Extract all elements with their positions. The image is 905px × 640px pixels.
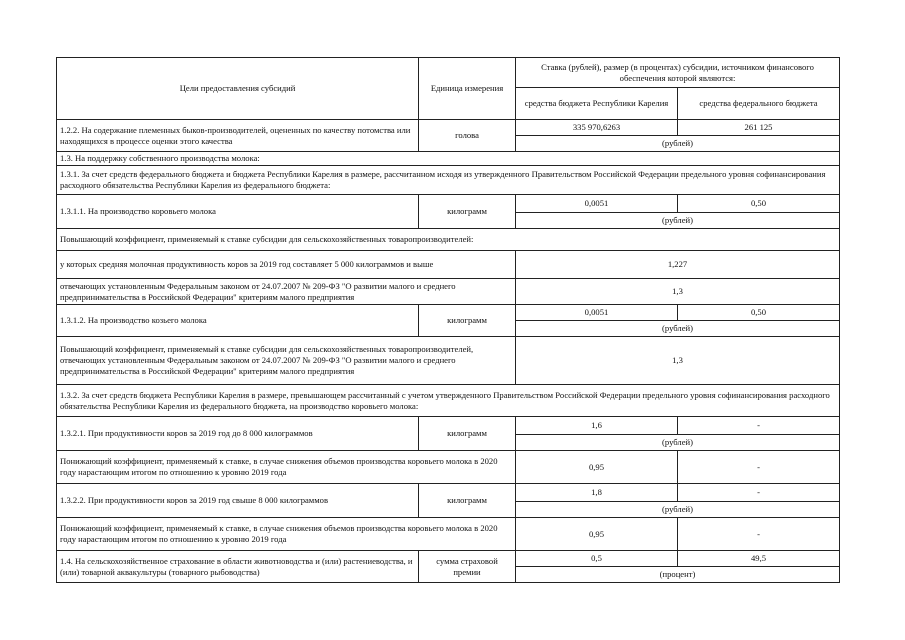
header-federal-budget: средства федерального бюджета [678, 88, 840, 120]
row-1-3-2-2-federal: - [678, 484, 840, 502]
reduce-a-regional: 0,95 [516, 451, 678, 484]
row-1-3-2-text: 1.3.2. За счет средств бюджета Республики Карелия в размере, превышающем рассчитанный с учетом утвержденного Правительством Российской Федерации предельного уровня софинансирования расходного обязательства Республики Карелия из федерального бюджета, на производство коровьего молока: [57, 385, 840, 417]
row-1-4-text: 1.4. На сельскохозяйственное страхование в области животноводства и (или) растениеводства, и (или) товарной аквакультуры (товарного рыбоводства) [57, 551, 419, 583]
row-1-3-1-2-unit: килограмм [419, 305, 516, 337]
row-1-2-2-note: (рублей) [516, 136, 840, 152]
row-1-3-1-1-regional: 0,0051 [516, 195, 678, 213]
row-1-3-1-2-regional: 0,0051 [516, 305, 678, 321]
coef-b-value: 1,3 [516, 279, 840, 305]
row-1-3-2-2-regional: 1,8 [516, 484, 678, 502]
row-1-3-2-2-text: 1.3.2.2. При продуктивности коров за 2019 год свыше 8 000 килограммов [57, 484, 419, 518]
reduce-a-federal: - [678, 451, 840, 484]
row-1-3-1-1-text: 1.3.1.1. На производство коровьего молока [57, 195, 419, 229]
header-goals: Цели предоставления субсидий [57, 58, 419, 120]
header-unit: Единица измерения [419, 58, 516, 120]
reduce-b-text: Понижающий коэффициент, применяемый к ставке, в случае снижения объемов производства коровьего молока в 2020 году нарастающим итогом по отношению к уровню 2019 года [57, 518, 516, 551]
coef-c-text: Повышающий коэффициент, применяемый к ставке субсидии для сельскохозяйственных товаропроизводителей, отвечающих установленным Федеральным законом от 24.07.2007 № 209-ФЗ "О развитии малого и среднего предпринимательства в Российской Федерации" критериям малого предприятия [57, 337, 516, 385]
row-1-3-2-2-note: (рублей) [516, 502, 840, 518]
header-rate: Ставка (рублей), размер (в процентах) субсидии, источником финансового обеспечения которой являются: [516, 58, 840, 88]
row-1-4-federal: 49,5 [678, 551, 840, 567]
row-1-3-2-1-text: 1.3.2.1. При продуктивности коров за 2019 год до 8 000 килограммов [57, 417, 419, 451]
reduce-b-regional: 0,95 [516, 518, 678, 551]
reduce-b-federal: - [678, 518, 840, 551]
row-1-3-1-1-note: (рублей) [516, 213, 840, 229]
reduce-a-text: Понижающий коэффициент, применяемый к ставке, в случае снижения объемов производства коровьего молока в 2020 году нарастающим итогом по отношению к уровню 2019 года [57, 451, 516, 484]
row-1-2-2-regional: 335 970,6263 [516, 120, 678, 136]
row-1-3-1-1-unit: килограмм [419, 195, 516, 229]
row-1-3-2-1-regional: 1,6 [516, 417, 678, 435]
row-1-2-2-unit: голова [419, 120, 516, 152]
coef-a-value: 1,227 [516, 251, 840, 279]
row-1-3-2-2-unit: килограмм [419, 484, 516, 518]
subsidy-rates-table [56, 57, 840, 583]
coef-a-text: у которых средняя молочная продуктивность коров за 2019 год составляет 5 000 килограммов и выше [57, 251, 516, 279]
header-regional-budget: средства бюджета Республики Карелия [516, 88, 678, 120]
row-1-2-2-federal: 261 125 [678, 120, 840, 136]
row-1-3-1-2-federal: 0,50 [678, 305, 840, 321]
row-1-3-1-text: 1.3.1. За счет средств федерального бюджета и бюджета Республики Карелия в размере, рассчитанном исходя из утвержденного Правительством Российской Федерации предельного уровня софинансирования расходного обязательства Республики Карелия из федерального бюджета: [57, 166, 840, 195]
row-1-3-1-1-federal: 0,50 [678, 195, 840, 213]
row-1-3-text: 1.3. На поддержку собственного производства молока: [57, 152, 840, 166]
coef-title-text: Повышающий коэффициент, применяемый к ставке субсидии для сельскохозяйственных товаропроизводителей: [57, 229, 840, 251]
row-1-4-unit: сумма страховой премии [419, 551, 516, 583]
row-1-2-2-text: 1.2.2. На содержание племенных быков-производителей, оцененных по качеству потомства или находящихся в процессе оценки этого качества [57, 120, 419, 152]
row-1-4-note: (процент) [516, 567, 840, 583]
row-1-3-2-1-unit: килограмм [419, 417, 516, 451]
row-1-3-2-1-federal: - [678, 417, 840, 435]
row-1-4-regional: 0,5 [516, 551, 678, 567]
coef-b-text: отвечающих установленным Федеральным законом от 24.07.2007 № 209-ФЗ "О развитии малого и среднего предпринимательства в Российской Федерации" критериям малого предприятия [57, 279, 516, 305]
row-1-3-2-1-note: (рублей) [516, 435, 840, 451]
row-1-3-1-2-text: 1.3.1.2. На производство козьего молока [57, 305, 419, 337]
row-1-3-1-2-note: (рублей) [516, 321, 840, 337]
coef-c-value: 1,3 [516, 337, 840, 385]
